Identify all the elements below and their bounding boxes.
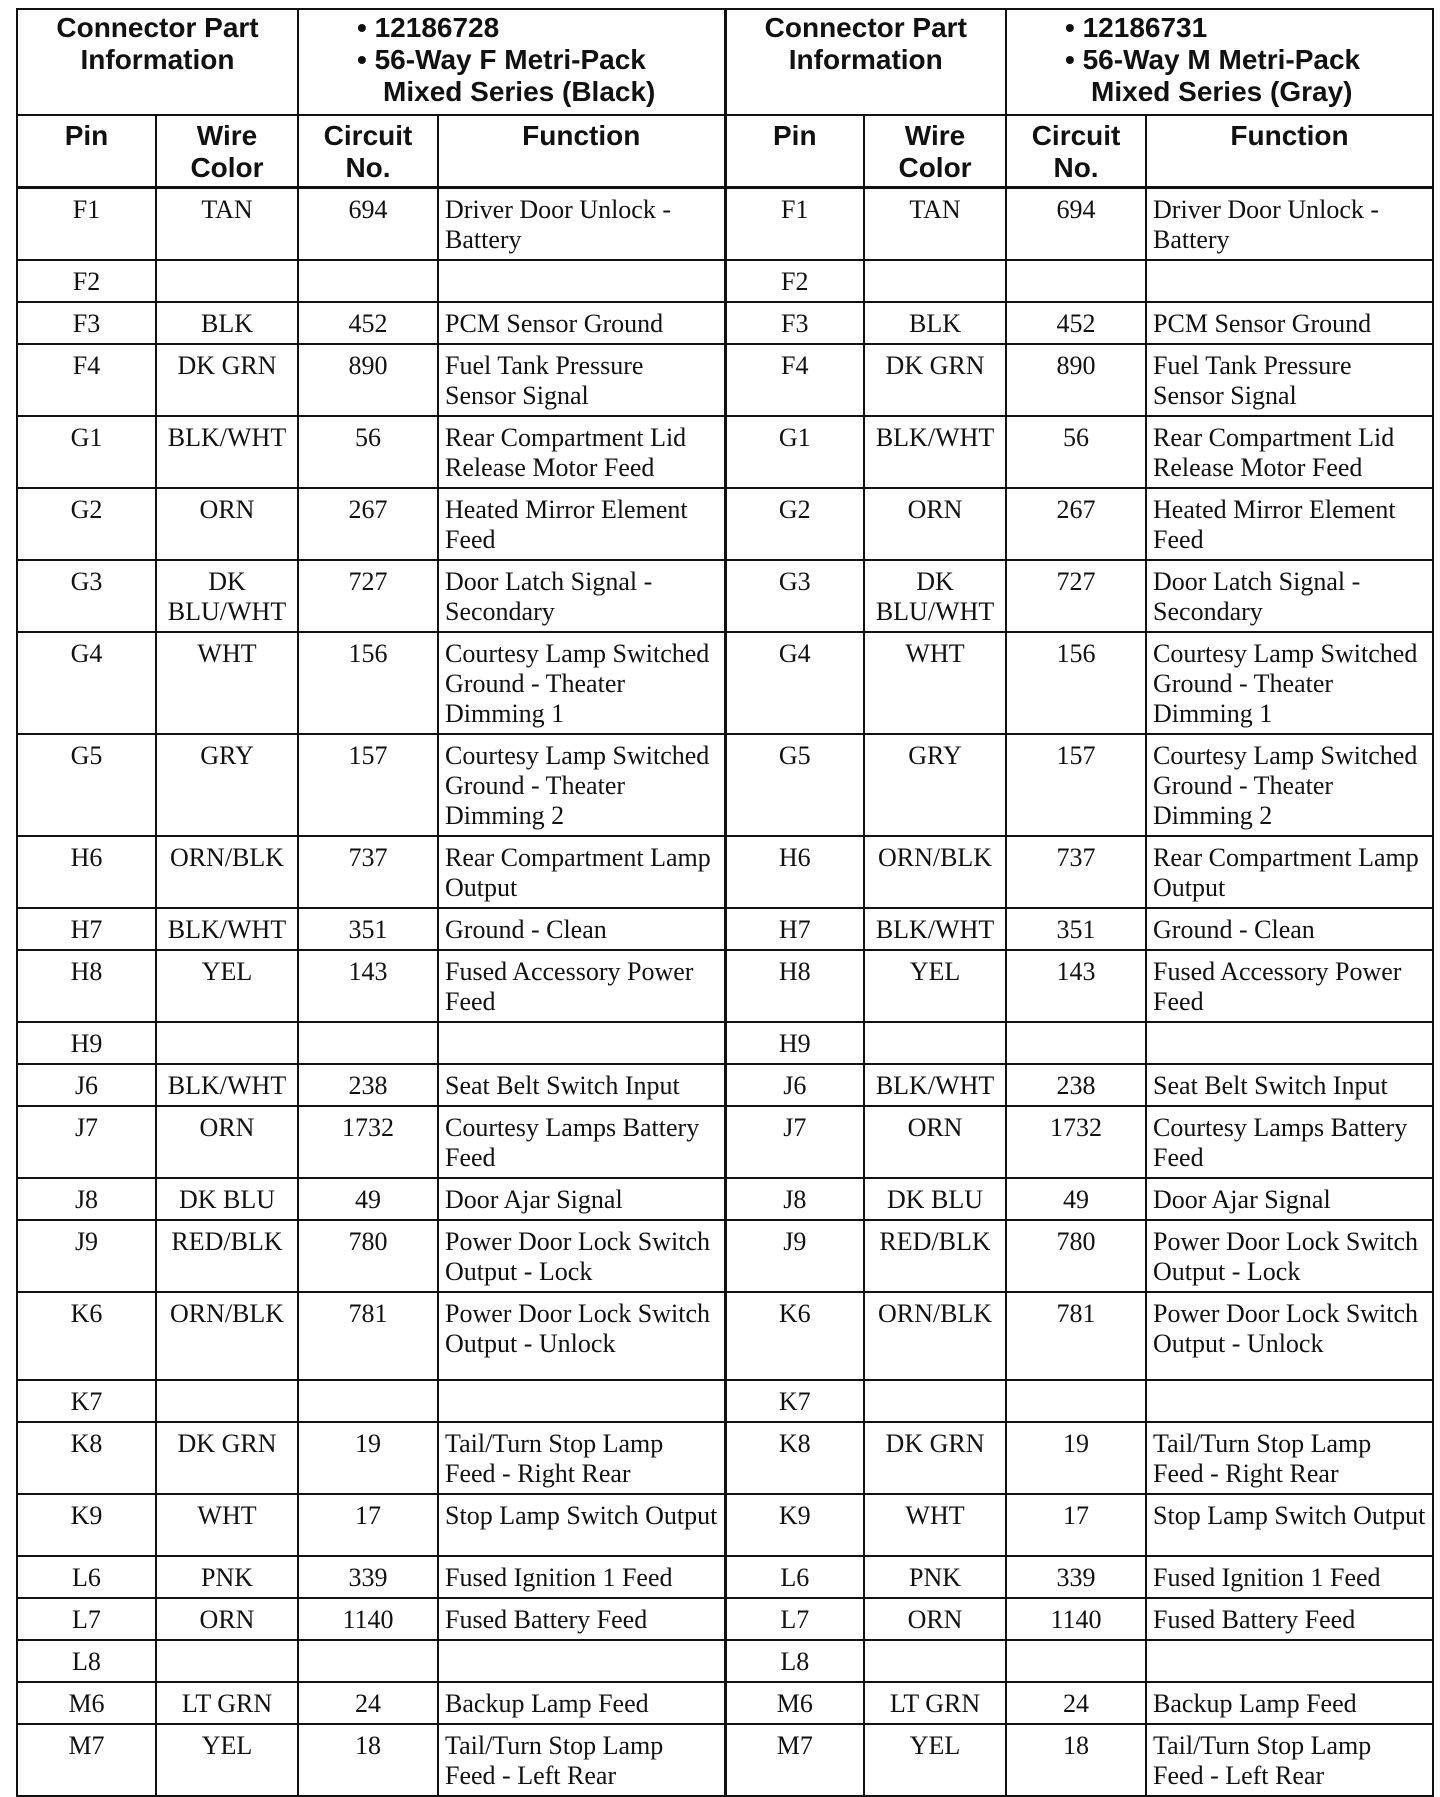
- left-pin-cell: J8: [17, 1178, 156, 1220]
- right-pin-cell: F4: [725, 344, 864, 416]
- connector-pinout-document: [16, 8, 1432, 1797]
- left-pin-cell: J9: [17, 1220, 156, 1292]
- left-circuit-cell: 737: [298, 836, 438, 908]
- left-wire-color-cell: ORN: [156, 1106, 298, 1178]
- right-wire-color-cell: [864, 1640, 1006, 1682]
- left-circuit-cell: 351: [298, 908, 438, 950]
- table-row: [17, 1022, 1433, 1064]
- right-wire-color-cell: ORN/BLK: [864, 1292, 1006, 1380]
- right-function-cell: Fuel Tank Pressure Sensor Signal: [1146, 344, 1433, 416]
- right-circuit-cell: 780: [1006, 1220, 1146, 1292]
- table-row: [17, 560, 1433, 632]
- right-pin-cell: G3: [725, 560, 864, 632]
- right-wire-color-cell: YEL: [864, 1724, 1006, 1796]
- left-function-cell: Stop Lamp Switch Output: [438, 1494, 725, 1556]
- right-wire-color-cell: WHT: [864, 632, 1006, 734]
- left-pin-cell: K8: [17, 1422, 156, 1494]
- left-pin-cell: H6: [17, 836, 156, 908]
- left-function-cell: Driver Door Unlock - Battery: [438, 187, 725, 260]
- right-pin-cell: F2: [725, 260, 864, 302]
- left-pin-cell: K7: [17, 1380, 156, 1422]
- left-pin-cell: G1: [17, 416, 156, 488]
- left-circuit-cell: 890: [298, 344, 438, 416]
- right-pin-cell: J7: [725, 1106, 864, 1178]
- right-wire-color-cell: [864, 1022, 1006, 1064]
- left-pin-cell: H9: [17, 1022, 156, 1064]
- right-function-cell: Courtesy Lamps Battery Feed: [1146, 1106, 1433, 1178]
- left-pin-cell: F4: [17, 344, 156, 416]
- left-function-cell: Heated Mirror Element Feed: [438, 488, 725, 560]
- left-wire-color-cell: BLK/WHT: [156, 416, 298, 488]
- left-function-cell: Door Ajar Signal: [438, 1178, 725, 1220]
- left-wire-color-cell: BLK/WHT: [156, 1064, 298, 1106]
- right-function-cell: Stop Lamp Switch Output: [1146, 1494, 1433, 1556]
- col-header-wire-color: Wire Color: [156, 115, 298, 187]
- table-row: [17, 1178, 1433, 1220]
- left-pin-cell: J6: [17, 1064, 156, 1106]
- right-pin-cell: K9: [725, 1494, 864, 1556]
- right-circuit-cell: [1006, 260, 1146, 302]
- table-row: [17, 1724, 1433, 1796]
- left-function-cell: Door Latch Signal - Secondary: [438, 560, 725, 632]
- right-wire-color-cell: RED/BLK: [864, 1220, 1006, 1292]
- left-circuit-cell: 19: [298, 1422, 438, 1494]
- right-wire-color-cell: LT GRN: [864, 1682, 1006, 1724]
- table-row: [17, 260, 1433, 302]
- table-row: [17, 1598, 1433, 1640]
- table-row: [17, 1682, 1433, 1724]
- table-row: [17, 302, 1433, 344]
- right-wire-color-cell: ORN: [864, 1598, 1006, 1640]
- left-wire-color-cell: [156, 260, 298, 302]
- left-circuit-cell: 157: [298, 734, 438, 836]
- left-pin-cell: M6: [17, 1682, 156, 1724]
- left-function-cell: Fused Ignition 1 Feed: [438, 1556, 725, 1598]
- right-pin-cell: M6: [725, 1682, 864, 1724]
- left-function-cell: Power Door Lock Switch Output - Unlock: [438, 1292, 725, 1380]
- col-header-circuit: Circuit No.: [298, 115, 438, 187]
- table-row: [17, 1422, 1433, 1494]
- table-row: [17, 950, 1433, 1022]
- right-pin-cell: J6: [725, 1064, 864, 1106]
- left-circuit-cell: 1732: [298, 1106, 438, 1178]
- right-pin-cell: G2: [725, 488, 864, 560]
- right-wire-color-cell: BLK/WHT: [864, 908, 1006, 950]
- left-wire-color-cell: GRY: [156, 734, 298, 836]
- left-pin-cell: M7: [17, 1724, 156, 1796]
- right-pin-cell: G1: [725, 416, 864, 488]
- left-pin-cell: G5: [17, 734, 156, 836]
- left-function-cell: Fuel Tank Pressure Sensor Signal: [438, 344, 725, 416]
- right-wire-color-cell: YEL: [864, 950, 1006, 1022]
- right-function-cell: Fused Accessory Power Feed: [1146, 950, 1433, 1022]
- right-circuit-cell: 24: [1006, 1682, 1146, 1724]
- right-pin-cell: H6: [725, 836, 864, 908]
- left-pin-cell: H8: [17, 950, 156, 1022]
- left-pin-cell: G3: [17, 560, 156, 632]
- left-wire-color-cell: [156, 1640, 298, 1682]
- left-wire-color-cell: [156, 1022, 298, 1064]
- right-pin-cell: L8: [725, 1640, 864, 1682]
- right-function-cell: Rear Compartment Lid Release Motor Feed: [1146, 416, 1433, 488]
- right-function-cell: Fused Ignition 1 Feed: [1146, 1556, 1433, 1598]
- table-row: [17, 908, 1433, 950]
- left-wire-color-cell: RED/BLK: [156, 1220, 298, 1292]
- right-wire-color-cell: GRY: [864, 734, 1006, 836]
- table-row: [17, 632, 1433, 734]
- left-connector-info: [298, 9, 725, 115]
- right-wire-color-cell: ORN: [864, 1106, 1006, 1178]
- left-pin-cell: L7: [17, 1598, 156, 1640]
- right-pin-cell: L7: [725, 1598, 864, 1640]
- right-wire-color-cell: PNK: [864, 1556, 1006, 1598]
- right-circuit-cell: 1732: [1006, 1106, 1146, 1178]
- left-circuit-cell: [298, 1640, 438, 1682]
- right-circuit-cell: 1140: [1006, 1598, 1146, 1640]
- right-circuit-cell: 351: [1006, 908, 1146, 950]
- left-circuit-cell: 780: [298, 1220, 438, 1292]
- left-wire-color-cell: LT GRN: [156, 1682, 298, 1724]
- left-wire-color-cell: ORN: [156, 1598, 298, 1640]
- left-pin-cell: H7: [17, 908, 156, 950]
- right-function-cell: Heated Mirror Element Feed: [1146, 488, 1433, 560]
- table-row: [17, 1494, 1433, 1556]
- right-wire-color-cell: ORN/BLK: [864, 836, 1006, 908]
- right-pin-cell: M7: [725, 1724, 864, 1796]
- table-row: [17, 1220, 1433, 1292]
- right-part-number: • 12186731: [1065, 12, 1208, 43]
- left-function-cell: Power Door Lock Switch Output - Lock: [438, 1220, 725, 1292]
- left-circuit-cell: 17: [298, 1494, 438, 1556]
- right-pin-cell: G4: [725, 632, 864, 734]
- left-pin-cell: K9: [17, 1494, 156, 1556]
- right-wire-color-cell: DK GRN: [864, 1422, 1006, 1494]
- left-circuit-cell: 49: [298, 1178, 438, 1220]
- right-connector-desc-2: Mixed Series (Gray): [1091, 76, 1353, 107]
- right-pin-cell: J8: [725, 1178, 864, 1220]
- right-circuit-cell: 19: [1006, 1422, 1146, 1494]
- left-circuit-cell: 143: [298, 950, 438, 1022]
- left-connector-label: Connector Part Information: [17, 9, 298, 115]
- right-circuit-cell: 49: [1006, 1178, 1146, 1220]
- right-function-cell: Tail/Turn Stop Lamp Feed - Left Rear: [1146, 1724, 1433, 1796]
- left-circuit-cell: 339: [298, 1556, 438, 1598]
- right-circuit-cell: 452: [1006, 302, 1146, 344]
- right-circuit-cell: 737: [1006, 836, 1146, 908]
- right-function-cell: Backup Lamp Feed: [1146, 1682, 1433, 1724]
- right-pin-cell: H8: [725, 950, 864, 1022]
- right-pin-cell: H7: [725, 908, 864, 950]
- table-row: [17, 488, 1433, 560]
- right-function-cell: PCM Sensor Ground: [1146, 302, 1433, 344]
- right-wire-color-cell: BLK/WHT: [864, 1064, 1006, 1106]
- right-function-cell: Driver Door Unlock - Battery: [1146, 187, 1433, 260]
- left-function-cell: [438, 1022, 725, 1064]
- right-function-cell: [1146, 1380, 1433, 1422]
- right-pin-cell: H9: [725, 1022, 864, 1064]
- table-row: [17, 1064, 1433, 1106]
- right-circuit-cell: 56: [1006, 416, 1146, 488]
- left-pin-cell: F1: [17, 187, 156, 260]
- right-function-cell: Courtesy Lamp Switched Ground - Theater Dimming 2: [1146, 734, 1433, 836]
- right-wire-color-cell: DK BLU: [864, 1178, 1006, 1220]
- left-function-cell: [438, 260, 725, 302]
- left-circuit-cell: 56: [298, 416, 438, 488]
- col-header-function: Function: [1146, 115, 1433, 187]
- right-circuit-cell: 143: [1006, 950, 1146, 1022]
- table-row: [17, 1106, 1433, 1178]
- left-circuit-cell: 156: [298, 632, 438, 734]
- table-row: [17, 416, 1433, 488]
- right-connector-info: [1006, 9, 1433, 115]
- left-pin-cell: G4: [17, 632, 156, 734]
- col-header-pin: Pin: [17, 115, 156, 187]
- right-pin-cell: K7: [725, 1380, 864, 1422]
- left-function-cell: Courtesy Lamp Switched Ground - Theater Dimming 1: [438, 632, 725, 734]
- left-circuit-cell: 781: [298, 1292, 438, 1380]
- right-function-cell: [1146, 1640, 1433, 1682]
- left-function-cell: Rear Compartment Lamp Output: [438, 836, 725, 908]
- left-pin-cell: K6: [17, 1292, 156, 1380]
- right-function-cell: Seat Belt Switch Input: [1146, 1064, 1433, 1106]
- col-header-circuit: Circuit No.: [1006, 115, 1146, 187]
- table-row: [17, 836, 1433, 908]
- left-pin-cell: F3: [17, 302, 156, 344]
- right-function-cell: Ground - Clean: [1146, 908, 1433, 950]
- left-function-cell: [438, 1640, 725, 1682]
- left-wire-color-cell: YEL: [156, 950, 298, 1022]
- left-function-cell: Backup Lamp Feed: [438, 1682, 725, 1724]
- connector-header-row: [17, 9, 1433, 115]
- table-row: [17, 734, 1433, 836]
- left-circuit-cell: [298, 1022, 438, 1064]
- right-circuit-cell: 238: [1006, 1064, 1146, 1106]
- left-function-cell: Courtesy Lamp Switched Ground - Theater Dimming 2: [438, 734, 725, 836]
- right-pin-cell: J9: [725, 1220, 864, 1292]
- right-circuit-cell: 18: [1006, 1724, 1146, 1796]
- table-row: [17, 1640, 1433, 1682]
- left-wire-color-cell: DK GRN: [156, 344, 298, 416]
- right-function-cell: Courtesy Lamp Switched Ground - Theater Dimming 1: [1146, 632, 1433, 734]
- left-circuit-cell: 238: [298, 1064, 438, 1106]
- col-header-pin: Pin: [725, 115, 864, 187]
- right-wire-color-cell: [864, 1380, 1006, 1422]
- left-circuit-cell: 452: [298, 302, 438, 344]
- table-row: [17, 344, 1433, 416]
- left-pin-cell: J7: [17, 1106, 156, 1178]
- right-pin-cell: F3: [725, 302, 864, 344]
- right-circuit-cell: 267: [1006, 488, 1146, 560]
- left-connector-desc-2: Mixed Series (Black): [383, 76, 656, 107]
- left-wire-color-cell: DK BLU: [156, 1178, 298, 1220]
- right-function-cell: Rear Compartment Lamp Output: [1146, 836, 1433, 908]
- left-function-cell: Courtesy Lamps Battery Feed: [438, 1106, 725, 1178]
- left-function-cell: Fused Battery Feed: [438, 1598, 725, 1640]
- left-circuit-cell: [298, 1380, 438, 1422]
- right-connector-label: Connector Part Information: [725, 9, 1006, 115]
- left-wire-color-cell: PNK: [156, 1556, 298, 1598]
- left-pin-cell: L8: [17, 1640, 156, 1682]
- table-row: [17, 1292, 1433, 1380]
- right-circuit-cell: [1006, 1640, 1146, 1682]
- right-function-cell: Power Door Lock Switch Output - Lock: [1146, 1220, 1433, 1292]
- left-function-cell: [438, 1380, 725, 1422]
- left-wire-color-cell: ORN: [156, 488, 298, 560]
- left-circuit-cell: 694: [298, 187, 438, 260]
- left-wire-color-cell: TAN: [156, 187, 298, 260]
- right-circuit-cell: 156: [1006, 632, 1146, 734]
- right-circuit-cell: 781: [1006, 1292, 1146, 1380]
- right-connector-desc-1: • 56-Way M Metri-Pack: [1065, 44, 1361, 75]
- left-circuit-cell: 267: [298, 488, 438, 560]
- right-wire-color-cell: BLK/WHT: [864, 416, 1006, 488]
- left-circuit-cell: 727: [298, 560, 438, 632]
- left-circuit-cell: 18: [298, 1724, 438, 1796]
- right-function-cell: Door Ajar Signal: [1146, 1178, 1433, 1220]
- right-function-cell: Fused Battery Feed: [1146, 1598, 1433, 1640]
- left-wire-color-cell: YEL: [156, 1724, 298, 1796]
- right-function-cell: Tail/Turn Stop Lamp Feed - Right Rear: [1146, 1422, 1433, 1494]
- right-wire-color-cell: WHT: [864, 1494, 1006, 1556]
- col-header-wire-color: Wire Color: [864, 115, 1006, 187]
- right-pin-cell: F1: [725, 187, 864, 260]
- left-function-cell: Seat Belt Switch Input: [438, 1064, 725, 1106]
- left-wire-color-cell: [156, 1380, 298, 1422]
- right-function-cell: Door Latch Signal - Secondary: [1146, 560, 1433, 632]
- left-function-cell: PCM Sensor Ground: [438, 302, 725, 344]
- right-circuit-cell: 694: [1006, 187, 1146, 260]
- table-row: [17, 187, 1433, 260]
- left-pin-cell: F2: [17, 260, 156, 302]
- right-pin-cell: L6: [725, 1556, 864, 1598]
- right-wire-color-cell: [864, 260, 1006, 302]
- right-pin-cell: K8: [725, 1422, 864, 1494]
- left-circuit-cell: 24: [298, 1682, 438, 1724]
- left-circuit-cell: [298, 260, 438, 302]
- left-circuit-cell: 1140: [298, 1598, 438, 1640]
- column-header-row: [17, 115, 1433, 187]
- left-function-cell: Fused Accessory Power Feed: [438, 950, 725, 1022]
- left-wire-color-cell: BLK/WHT: [156, 908, 298, 950]
- right-circuit-cell: 339: [1006, 1556, 1146, 1598]
- left-wire-color-cell: WHT: [156, 632, 298, 734]
- left-function-cell: Ground - Clean: [438, 908, 725, 950]
- col-header-function: Function: [438, 115, 725, 187]
- right-pin-cell: G5: [725, 734, 864, 836]
- right-circuit-cell: 890: [1006, 344, 1146, 416]
- left-pin-cell: L6: [17, 1556, 156, 1598]
- right-function-cell: Power Door Lock Switch Output - Unlock: [1146, 1292, 1433, 1380]
- right-wire-color-cell: DK GRN: [864, 344, 1006, 416]
- left-wire-color-cell: ORN/BLK: [156, 836, 298, 908]
- left-wire-color-cell: DK GRN: [156, 1422, 298, 1494]
- left-function-cell: Tail/Turn Stop Lamp Feed - Left Rear: [438, 1724, 725, 1796]
- connector-pinout-table: [16, 8, 1434, 1797]
- right-circuit-cell: 727: [1006, 560, 1146, 632]
- right-circuit-cell: [1006, 1022, 1146, 1064]
- right-function-cell: [1146, 260, 1433, 302]
- right-circuit-cell: 157: [1006, 734, 1146, 836]
- left-pin-cell: G2: [17, 488, 156, 560]
- right-wire-color-cell: ORN: [864, 488, 1006, 560]
- table-row: [17, 1380, 1433, 1422]
- table-row: [17, 1556, 1433, 1598]
- left-wire-color-cell: WHT: [156, 1494, 298, 1556]
- left-wire-color-cell: BLK: [156, 302, 298, 344]
- right-wire-color-cell: DK BLU/WHT: [864, 560, 1006, 632]
- right-wire-color-cell: TAN: [864, 187, 1006, 260]
- right-circuit-cell: [1006, 1380, 1146, 1422]
- left-part-number: • 12186728: [357, 12, 500, 43]
- left-wire-color-cell: DK BLU/WHT: [156, 560, 298, 632]
- left-function-cell: Rear Compartment Lid Release Motor Feed: [438, 416, 725, 488]
- right-pin-cell: K6: [725, 1292, 864, 1380]
- right-circuit-cell: 17: [1006, 1494, 1146, 1556]
- right-wire-color-cell: BLK: [864, 302, 1006, 344]
- left-connector-desc-1: • 56-Way F Metri-Pack: [357, 44, 646, 75]
- left-function-cell: Tail/Turn Stop Lamp Feed - Right Rear: [438, 1422, 725, 1494]
- left-wire-color-cell: ORN/BLK: [156, 1292, 298, 1380]
- right-function-cell: [1146, 1022, 1433, 1064]
